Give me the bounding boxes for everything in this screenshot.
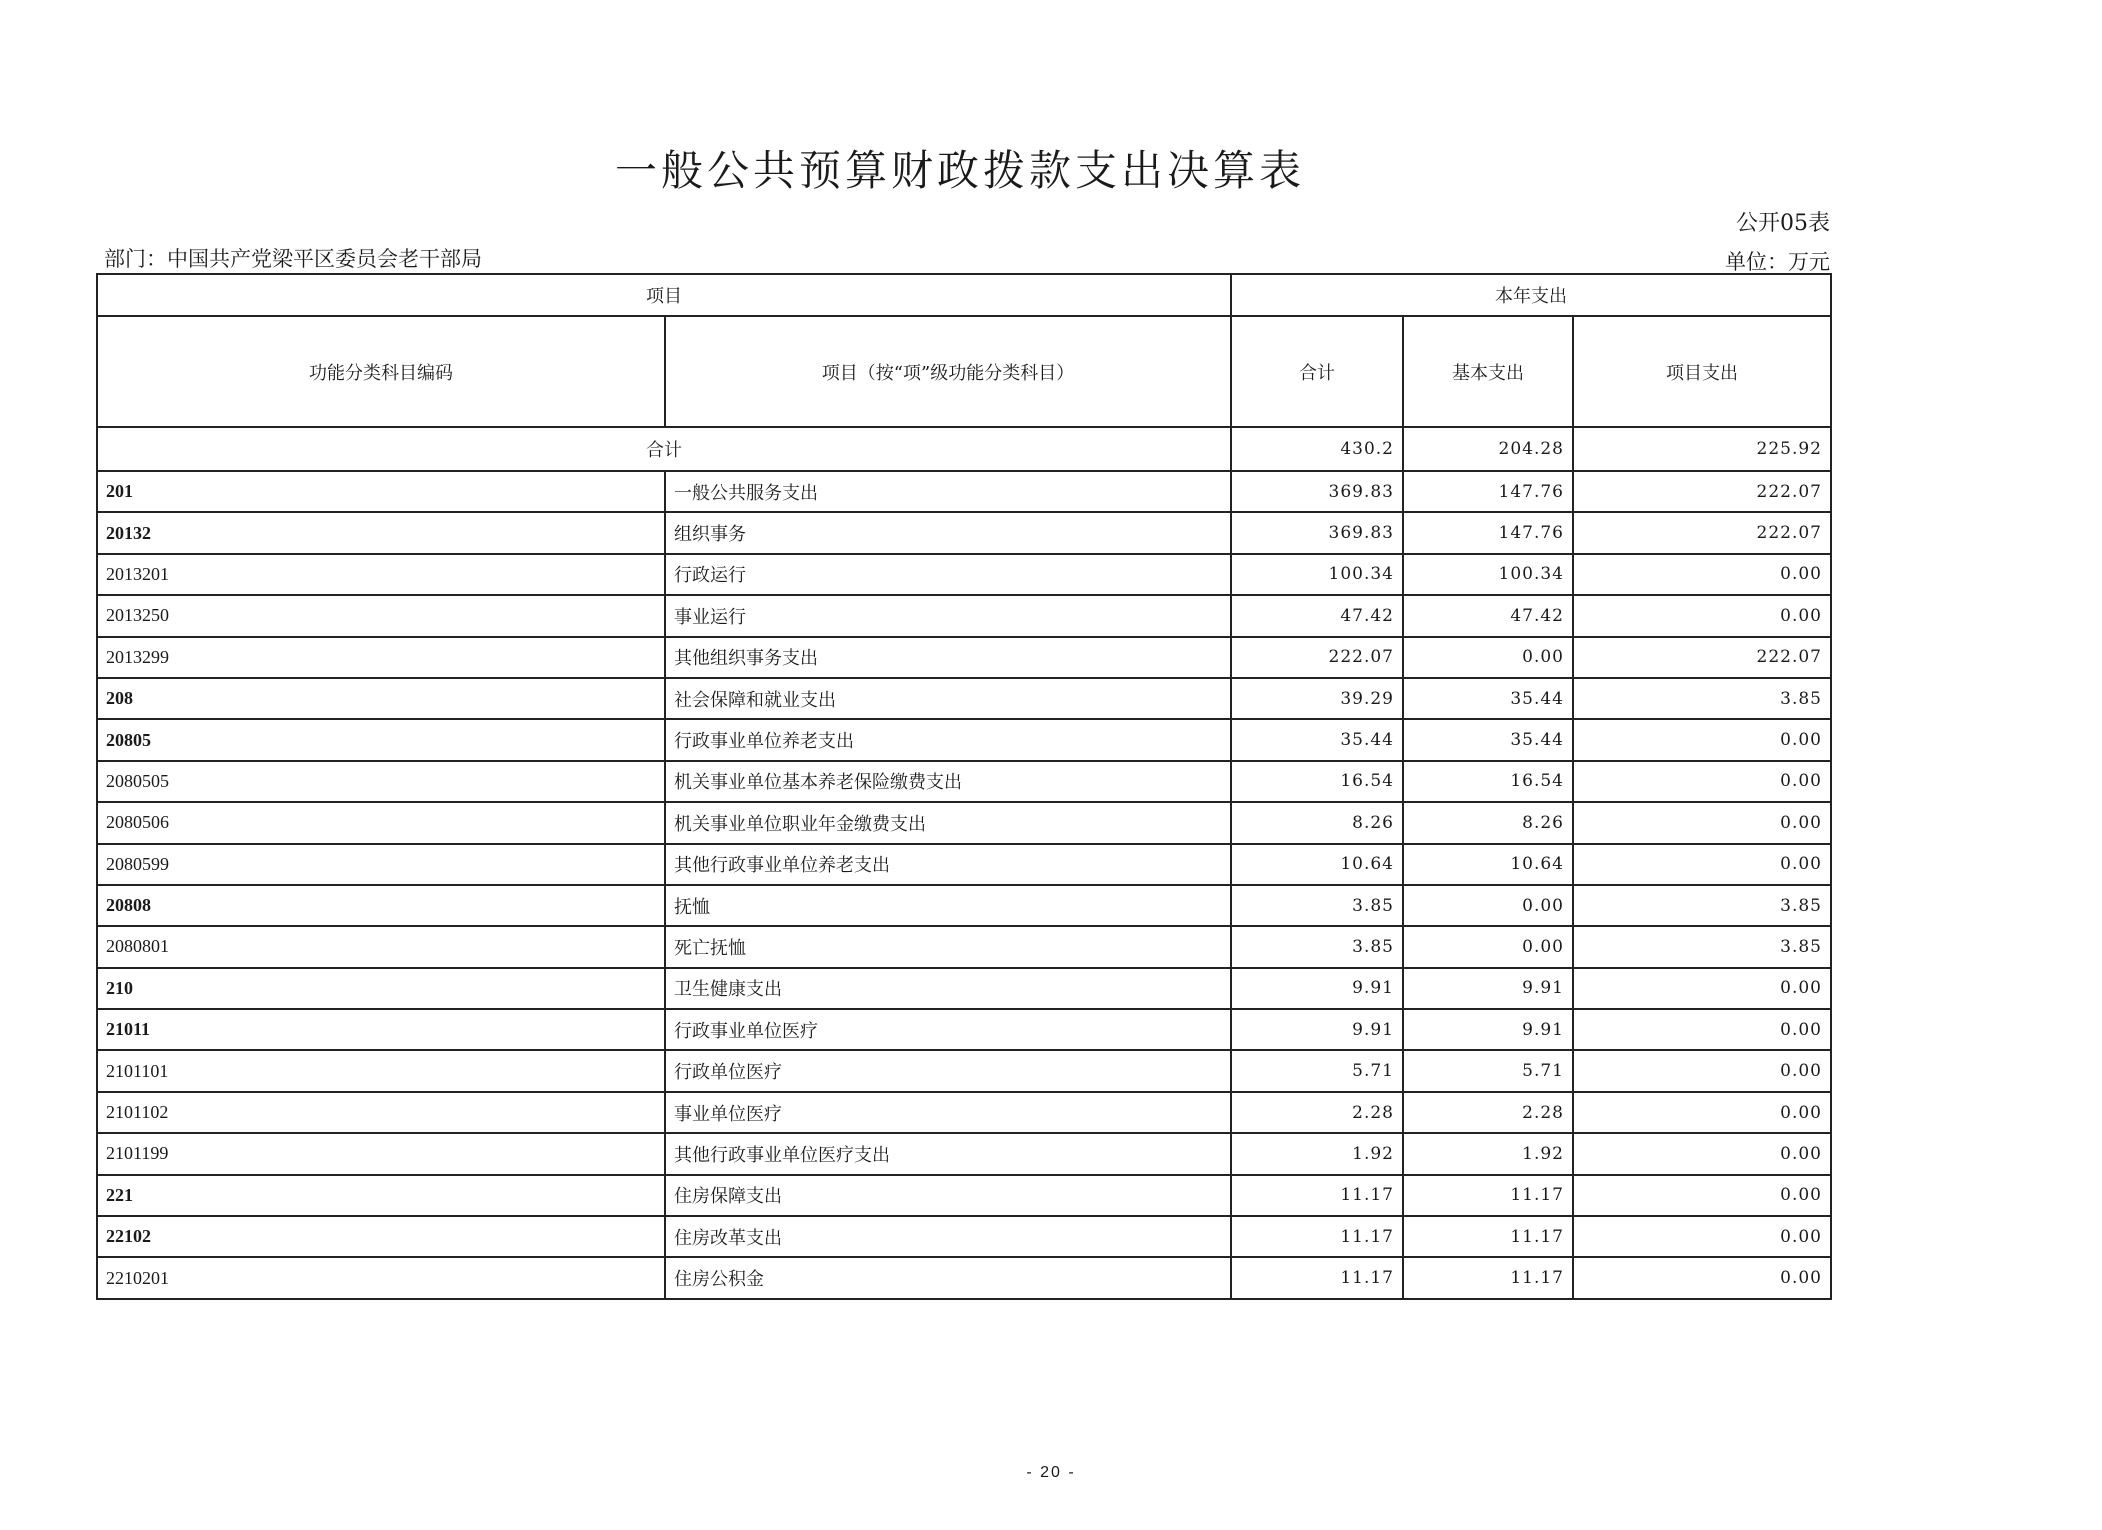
table-row <box>97 1216 1831 1257</box>
row-basic: 8.26 <box>1403 802 1573 843</box>
header-project-expense: 项目支出 <box>1573 316 1831 427</box>
row-basic: 11.17 <box>1403 1257 1573 1298</box>
row-project: 0.00 <box>1573 1175 1831 1216</box>
row-code: 2080506 <box>97 802 665 843</box>
table-row <box>97 1009 1831 1050</box>
row-total: 11.17 <box>1231 1216 1403 1257</box>
row-code: 2101101 <box>97 1050 665 1091</box>
header-basic: 基本支出 <box>1403 316 1573 427</box>
table-row <box>97 761 1831 802</box>
row-name: 行政事业单位养老支出 <box>665 719 1231 760</box>
header-total: 合计 <box>1231 316 1403 427</box>
row-code: 2080599 <box>97 844 665 885</box>
row-project: 3.85 <box>1573 678 1831 719</box>
row-total: 35.44 <box>1231 719 1403 760</box>
row-project: 0.00 <box>1573 844 1831 885</box>
total-label: 合计 <box>97 427 1231 471</box>
row-code: 20132 <box>97 512 665 553</box>
row-total: 369.83 <box>1231 471 1403 512</box>
row-name: 其他行政事业单位养老支出 <box>665 844 1231 885</box>
table-row <box>97 844 1831 885</box>
table-row <box>97 471 1831 512</box>
row-basic: 147.76 <box>1403 471 1573 512</box>
row-total: 3.85 <box>1231 926 1403 967</box>
row-total: 9.91 <box>1231 1009 1403 1050</box>
row-name: 机关事业单位职业年金缴费支出 <box>665 802 1231 843</box>
row-total: 10.64 <box>1231 844 1403 885</box>
row-name: 行政事业单位医疗 <box>665 1009 1231 1050</box>
header-project: 项目 <box>97 274 1231 316</box>
row-project: 0.00 <box>1573 719 1831 760</box>
row-basic: 5.71 <box>1403 1050 1573 1091</box>
row-basic: 11.17 <box>1403 1175 1573 1216</box>
row-code: 2080505 <box>97 761 665 802</box>
row-code: 201 <box>97 471 665 512</box>
table-row <box>97 802 1831 843</box>
header-current-year: 本年支出 <box>1231 274 1831 316</box>
total-basic: 204.28 <box>1403 427 1573 471</box>
header-code: 功能分类科目编码 <box>97 316 665 427</box>
row-code: 22102 <box>97 1216 665 1257</box>
row-basic: 35.44 <box>1403 719 1573 760</box>
table-row <box>97 1257 1831 1298</box>
row-basic: 0.00 <box>1403 885 1573 926</box>
row-name: 行政运行 <box>665 554 1231 595</box>
page-number: - 20 - <box>1026 1464 1076 1481</box>
row-name: 住房改革支出 <box>665 1216 1231 1257</box>
row-basic: 16.54 <box>1403 761 1573 802</box>
total-row <box>97 427 1831 471</box>
row-total: 11.17 <box>1231 1257 1403 1298</box>
row-code: 2013299 <box>97 637 665 678</box>
table-row <box>97 554 1831 595</box>
row-project: 3.85 <box>1573 926 1831 967</box>
row-basic: 0.00 <box>1403 926 1573 967</box>
row-project: 3.85 <box>1573 885 1831 926</box>
table-row <box>97 678 1831 719</box>
row-project: 0.00 <box>1573 761 1831 802</box>
row-code: 221 <box>97 1175 665 1216</box>
row-total: 2.28 <box>1231 1092 1403 1133</box>
row-name: 住房保障支出 <box>665 1175 1231 1216</box>
row-basic: 0.00 <box>1403 637 1573 678</box>
row-name: 其他组织事务支出 <box>665 637 1231 678</box>
row-project: 0.00 <box>1573 554 1831 595</box>
table-row <box>97 595 1831 636</box>
department-label: 部门：中国共产党梁平区委员会老干部局 <box>104 247 482 271</box>
row-code: 21011 <box>97 1009 665 1050</box>
row-name: 卫生健康支出 <box>665 968 1231 1009</box>
row-code: 2210201 <box>97 1257 665 1298</box>
row-code: 2013201 <box>97 554 665 595</box>
row-code: 2080801 <box>97 926 665 967</box>
row-total: 5.71 <box>1231 1050 1403 1091</box>
row-basic: 47.42 <box>1403 595 1573 636</box>
table-row <box>97 1050 1831 1091</box>
row-project: 222.07 <box>1573 471 1831 512</box>
table-row <box>97 637 1831 678</box>
row-total: 47.42 <box>1231 595 1403 636</box>
table-row <box>97 1092 1831 1133</box>
row-project: 0.00 <box>1573 1216 1831 1257</box>
row-total: 8.26 <box>1231 802 1403 843</box>
table-row <box>97 968 1831 1009</box>
row-basic: 2.28 <box>1403 1092 1573 1133</box>
row-project: 0.00 <box>1573 1133 1831 1174</box>
row-project: 0.00 <box>1573 968 1831 1009</box>
header-row-sub <box>97 316 1831 427</box>
table-row <box>97 719 1831 760</box>
row-total: 11.17 <box>1231 1175 1403 1216</box>
row-basic: 11.17 <box>1403 1216 1573 1257</box>
row-project: 0.00 <box>1573 1257 1831 1298</box>
row-total: 39.29 <box>1231 678 1403 719</box>
row-project: 0.00 <box>1573 802 1831 843</box>
expenditure-table <box>96 273 1832 1300</box>
table-row <box>97 512 1831 553</box>
table-row <box>97 885 1831 926</box>
row-basic: 1.92 <box>1403 1133 1573 1174</box>
row-total: 9.91 <box>1231 968 1403 1009</box>
row-code: 20805 <box>97 719 665 760</box>
row-code: 20808 <box>97 885 665 926</box>
row-name: 机关事业单位基本养老保险缴费支出 <box>665 761 1231 802</box>
row-name: 组织事务 <box>665 512 1231 553</box>
row-total: 16.54 <box>1231 761 1403 802</box>
row-basic: 9.91 <box>1403 968 1573 1009</box>
row-name: 一般公共服务支出 <box>665 471 1231 512</box>
row-basic: 100.34 <box>1403 554 1573 595</box>
row-name: 住房公积金 <box>665 1257 1231 1298</box>
row-total: 100.34 <box>1231 554 1403 595</box>
row-name: 其他行政事业单位医疗支出 <box>665 1133 1231 1174</box>
row-basic: 10.64 <box>1403 844 1573 885</box>
row-name: 死亡抚恤 <box>665 926 1231 967</box>
row-name: 抚恤 <box>665 885 1231 926</box>
row-code: 2101102 <box>97 1092 665 1133</box>
row-code: 2101199 <box>97 1133 665 1174</box>
header-row-top <box>97 274 1831 316</box>
total-sum: 430.2 <box>1231 427 1403 471</box>
row-project: 0.00 <box>1573 1092 1831 1133</box>
row-total: 3.85 <box>1231 885 1403 926</box>
row-name: 行政单位医疗 <box>665 1050 1231 1091</box>
header-name: 项目（按“项”级功能分类科目） <box>665 316 1231 427</box>
row-name: 事业运行 <box>665 595 1231 636</box>
row-total: 1.92 <box>1231 1133 1403 1174</box>
table-row <box>97 1133 1831 1174</box>
row-project: 0.00 <box>1573 1050 1831 1091</box>
table-code: 公开05表 <box>1736 211 1830 236</box>
table-row <box>97 1175 1831 1216</box>
row-total: 369.83 <box>1231 512 1403 553</box>
table-row <box>97 926 1831 967</box>
row-project: 222.07 <box>1573 512 1831 553</box>
row-project: 0.00 <box>1573 1009 1831 1050</box>
row-name: 事业单位医疗 <box>665 1092 1231 1133</box>
row-project: 0.00 <box>1573 595 1831 636</box>
row-code: 2013250 <box>97 595 665 636</box>
row-code: 210 <box>97 968 665 1009</box>
row-total: 222.07 <box>1231 637 1403 678</box>
total-project: 225.92 <box>1573 427 1831 471</box>
row-code: 208 <box>97 678 665 719</box>
row-project: 222.07 <box>1573 637 1831 678</box>
page-title: 一般公共预算财政拨款支出决算表 <box>614 146 1305 195</box>
row-basic: 9.91 <box>1403 1009 1573 1050</box>
row-name: 社会保障和就业支出 <box>665 678 1231 719</box>
row-basic: 35.44 <box>1403 678 1573 719</box>
row-basic: 147.76 <box>1403 512 1573 553</box>
unit-label: 单位：万元 <box>1725 250 1830 274</box>
